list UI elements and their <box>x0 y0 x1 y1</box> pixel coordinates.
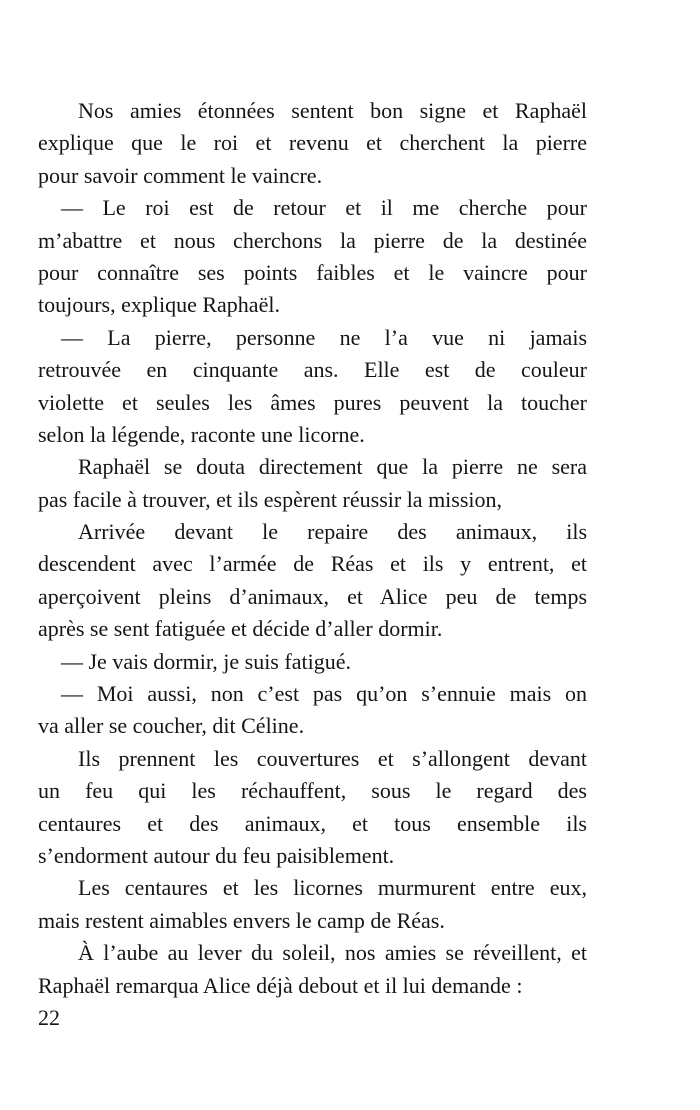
text-line: Arrivée devant le repaire des animaux, ils <box>78 519 587 545</box>
text-line: s’endorment autour du feu paisiblement. <box>38 842 395 868</box>
dialogue-line: — La pierre, personne ne l’a vue ni jamais <box>61 324 587 350</box>
text-line: Raphaël se douta directement que la pierre ne sera <box>78 454 587 480</box>
text-line: m’abattre et nous cherchons la pierre de la destinée <box>38 227 587 253</box>
text-line: après se sent fatiguée et décide d’aller dormir. <box>38 616 443 642</box>
text-line: Nos amies étonnées sentent bon signe et Raphaël <box>78 98 587 123</box>
text-line: À l’aube au lever du soleil, nos amies se réveillent, et <box>78 940 587 966</box>
text-line: toujours, explique Raphaël. <box>38 292 280 318</box>
text-line: Raphaël remarqua Alice déjà debout et il lui demande : <box>38 972 523 998</box>
text-line: violette et seules les âmes pures peuvent la toucher <box>38 389 587 415</box>
text-line: va aller se coucher, dit Céline. <box>38 713 305 739</box>
text-line: pour connaître ses points faibles et le vaincre pour <box>38 259 587 285</box>
text-line: Les centaures et les licornes murmurent entre eux, <box>78 875 587 901</box>
text-line: pour savoir comment le vaincre. <box>38 162 323 188</box>
text-line: centaures et des animaux, et tous ensemble ils <box>38 810 587 836</box>
text-line: mais restent aimables envers le camp de Réas. <box>38 907 445 933</box>
text-line: Ils prennent les couvertures et s’allongent devant <box>78 745 587 771</box>
page-text <box>38 95 587 1034</box>
page-number: 22 <box>38 1004 60 1030</box>
text-line: pas facile à trouver, et ils espèrent réussir la mission, <box>38 486 503 512</box>
text-line: aperçoivent pleins d’animaux, et Alice peu de temps <box>38 583 587 609</box>
dialogue-line: — Moi aussi, non c’est pas qu’on s’ennuie mais on <box>61 681 587 707</box>
text-line: un feu qui les réchauffent, sous le regard des <box>38 778 587 804</box>
text-line: explique que le roi et revenu et cherchent la pierre <box>38 130 587 156</box>
dialogue-line: — Je vais dormir, je suis fatigué. <box>61 648 351 674</box>
text-line: descendent avec l’armée de Réas et ils y entrent, et <box>38 551 587 577</box>
text-line: retrouvée en cinquante ans. Elle est de couleur <box>38 357 587 383</box>
text-line: selon la légende, raconte une licorne. <box>38 421 365 447</box>
dialogue-line: — Le roi est de retour et il me cherche pour <box>61 195 587 221</box>
